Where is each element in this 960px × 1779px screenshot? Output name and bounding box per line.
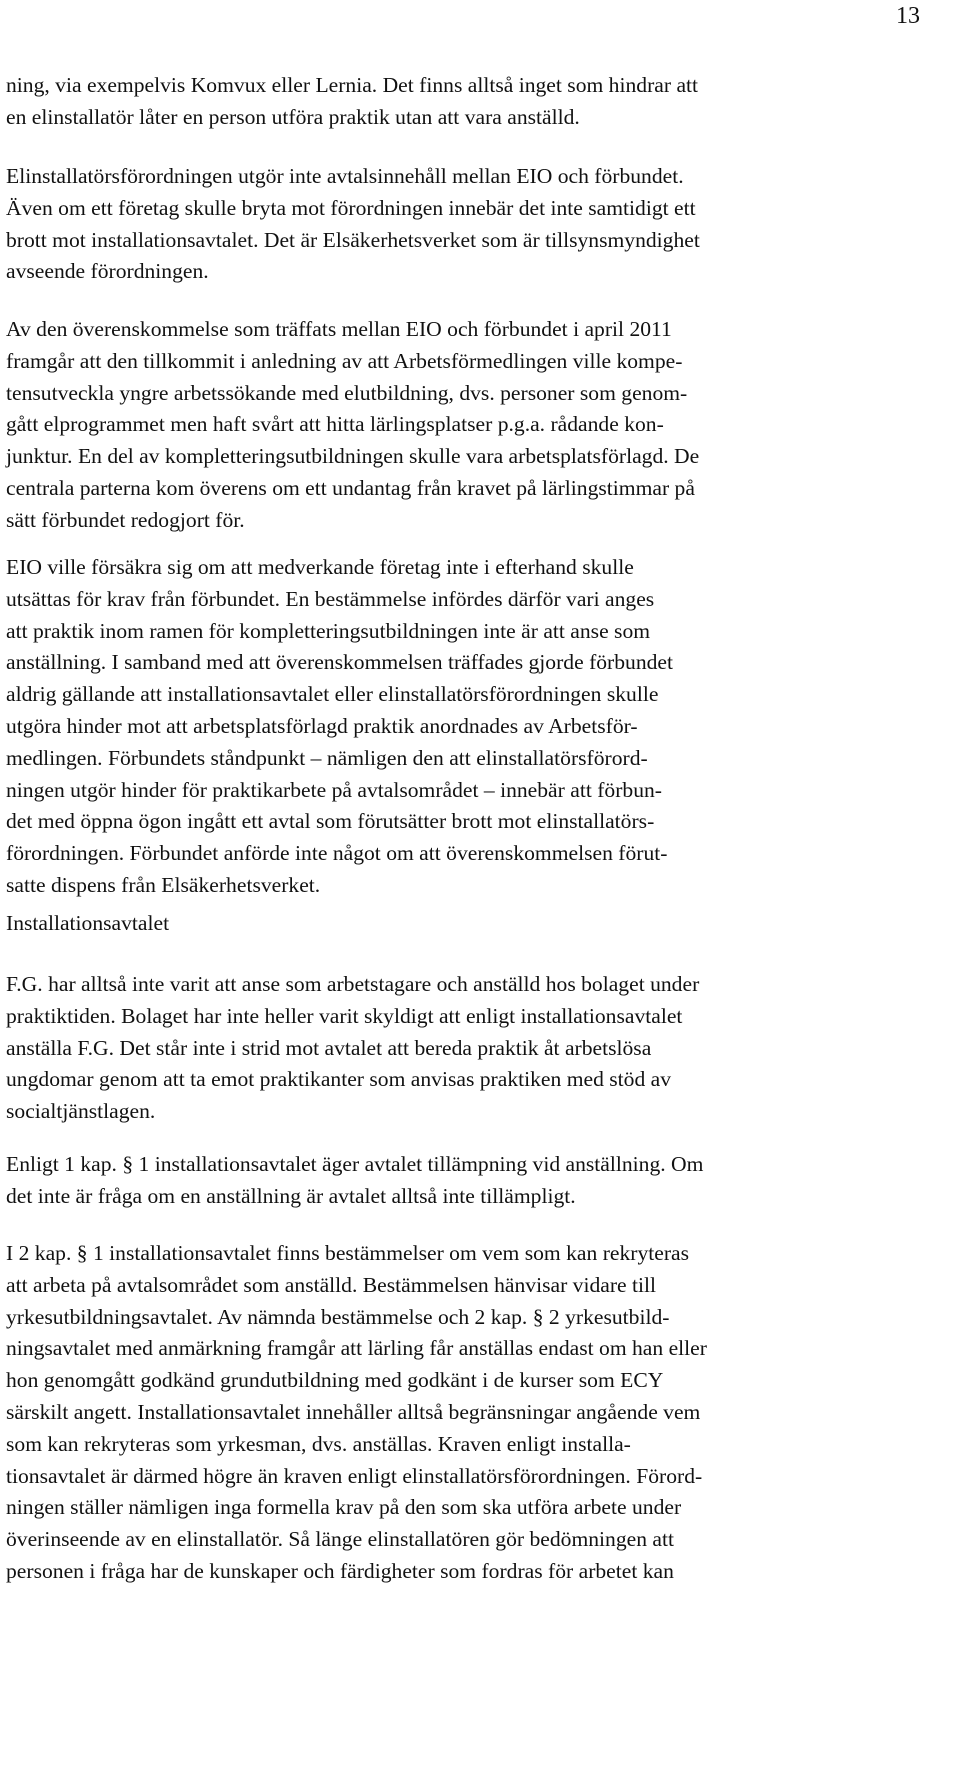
- text-line: F.G. har alltså inte varit att anse som arbetstagare och anställd hos bolaget under: [6, 972, 700, 996]
- text-line: personen i fråga har de kunskaper och färdigheter som fordras för arbetet kan: [6, 1558, 674, 1583]
- text-line: att arbeta på avtalsområdet som anställd. Bestämmelsen hänvisar vidare till: [6, 1272, 657, 1297]
- text-line: satte dispens från Elsäkerhetsverket.: [6, 872, 321, 897]
- text-line: brott mot installationsavtalet. Det är Elsäkerhetsverket som är tillsynsmyndighet: [6, 227, 700, 252]
- text-line: en elinstallatör låter en person utföra praktik utan att vara anställd.: [6, 104, 580, 129]
- paragraph-1: [6, 70, 698, 134]
- text-line: utgöra hinder mot att arbetsplatsförlagd praktik anordnades av Arbetsför-: [6, 713, 638, 738]
- text-line: EIO ville försäkra sig om att medverkande företag inte i efterhand skulle: [6, 555, 634, 579]
- text-line: centrala parterna kom överens om ett undantag från kravet på lärlingstimmar på: [6, 475, 695, 500]
- paragraph-2: [6, 161, 700, 288]
- text-line: det inte är fråga om en anställning är avtalet alltså inte tillämpligt.: [6, 1183, 576, 1208]
- text-line: I 2 kap. § 1 installationsavtalet finns bestämmelser om vem som kan rekryteras: [6, 1241, 690, 1265]
- page-number: 13: [896, 3, 920, 29]
- text-line: särskilt angett. Installationsavtalet innehåller alltså begränsningar angående vem: [6, 1399, 701, 1424]
- text-line: anställa F.G. Det står inte i strid mot avtalet att bereda praktik åt arbetslösa: [6, 1035, 652, 1060]
- text-line: ningsavtalet med anmärkning framgår att lärling får anställas endast om han eller: [6, 1336, 707, 1361]
- text-line: junktur. En del av kompletteringsutbildningen skulle vara arbetsplatsförlagd. De: [6, 444, 700, 469]
- text-line: ning, via exempelvis Komvux eller Lernia. Det finns alltså inget som hindrar att: [6, 73, 699, 97]
- text-line: utsättas för krav från förbundet. En bestämmelse infördes därför vari anges: [6, 586, 655, 611]
- text-line: gått elprogrammet men haft svårt att hitta lärlingsplatser p.g.a. rådande kon-: [6, 412, 664, 437]
- text-line: hon genomgått godkänd grundutbildning med godkänt i de kurser som ECY: [6, 1368, 664, 1393]
- text-line: förordningen. Förbundet anförde inte något om att överenskommelsen förut-: [6, 841, 668, 866]
- text-line: som kan rekryteras som yrkesman, dvs. anställas. Kraven enligt installa-: [6, 1431, 631, 1456]
- text-line: överinseende av en elinstallatör. Så länge elinstallatören gör bedömningen att: [6, 1527, 674, 1552]
- text-line: avseende förordningen.: [6, 259, 209, 284]
- paragraph-7: [6, 1238, 707, 1588]
- text-line: tionsavtalet är därmed högre än kraven enligt elinstallatörsförordningen. Förord-: [6, 1463, 703, 1488]
- section-heading: Installationsavtalet: [6, 911, 170, 935]
- paragraph-3: [6, 314, 699, 537]
- text-line: Elinstallatörsförordningen utgör inte avtalsinnehåll mellan EIO och förbundet.: [6, 164, 684, 188]
- paragraph-6: [6, 1149, 703, 1213]
- paragraph-5: [6, 969, 699, 1128]
- text-line: ningen ställer nämligen inga formella krav på den som ska utföra arbete under: [6, 1495, 682, 1520]
- text-line: anställning. I samband med att överenskommelsen träffades gjorde förbundet: [6, 650, 674, 675]
- text-line: framgår att den tillkommit i anledning av att Arbetsförmedlingen ville kompe-: [6, 348, 683, 373]
- text-line: ningen utgör hinder för praktikarbete på avtalsområdet – innebär att förbun-: [6, 777, 662, 802]
- text-line: socialtjänstlagen.: [6, 1099, 156, 1124]
- text-line: medlingen. Förbundets ståndpunkt – nämligen den att elinstallatörsförord-: [6, 745, 648, 770]
- text-line: det med öppna ögon ingått ett avtal som förutsätter brott mot elinstallatörs-: [6, 809, 655, 834]
- text-line: yrkesutbildningsavtalet. Av nämnda bestämmelse och 2 kap. § 2 yrkesutbild-: [6, 1304, 670, 1329]
- text-line: aldrig gällande att installationsavtalet eller elinstallatörsförordningen skulle: [6, 682, 659, 707]
- paragraph-4: [6, 552, 673, 902]
- text-line: Även om ett företag skulle bryta mot förordningen innebär det inte samtidigt ett: [6, 195, 696, 220]
- text-line: att praktik inom ramen för kompletteringsutbildningen inte är att anse som: [6, 618, 651, 643]
- text-line: Av den överenskommelse som träffats mellan EIO och förbundet i april 2011: [6, 317, 672, 341]
- text-line: praktiktiden. Bolaget har inte heller varit skyldigt att enligt installationsavtalet: [6, 1003, 683, 1028]
- text-line: tensutveckla yngre arbetssökande med elutbildning, dvs. personer som genom-: [6, 380, 688, 405]
- text-line: sätt förbundet redogjort för.: [6, 507, 245, 532]
- text-line: ungdomar genom att ta emot praktikanter som anvisas praktiken med stöd av: [6, 1067, 672, 1092]
- text-line: Enligt 1 kap. § 1 installationsavtalet äger avtalet tillämpning vid anställning. Om: [6, 1152, 704, 1176]
